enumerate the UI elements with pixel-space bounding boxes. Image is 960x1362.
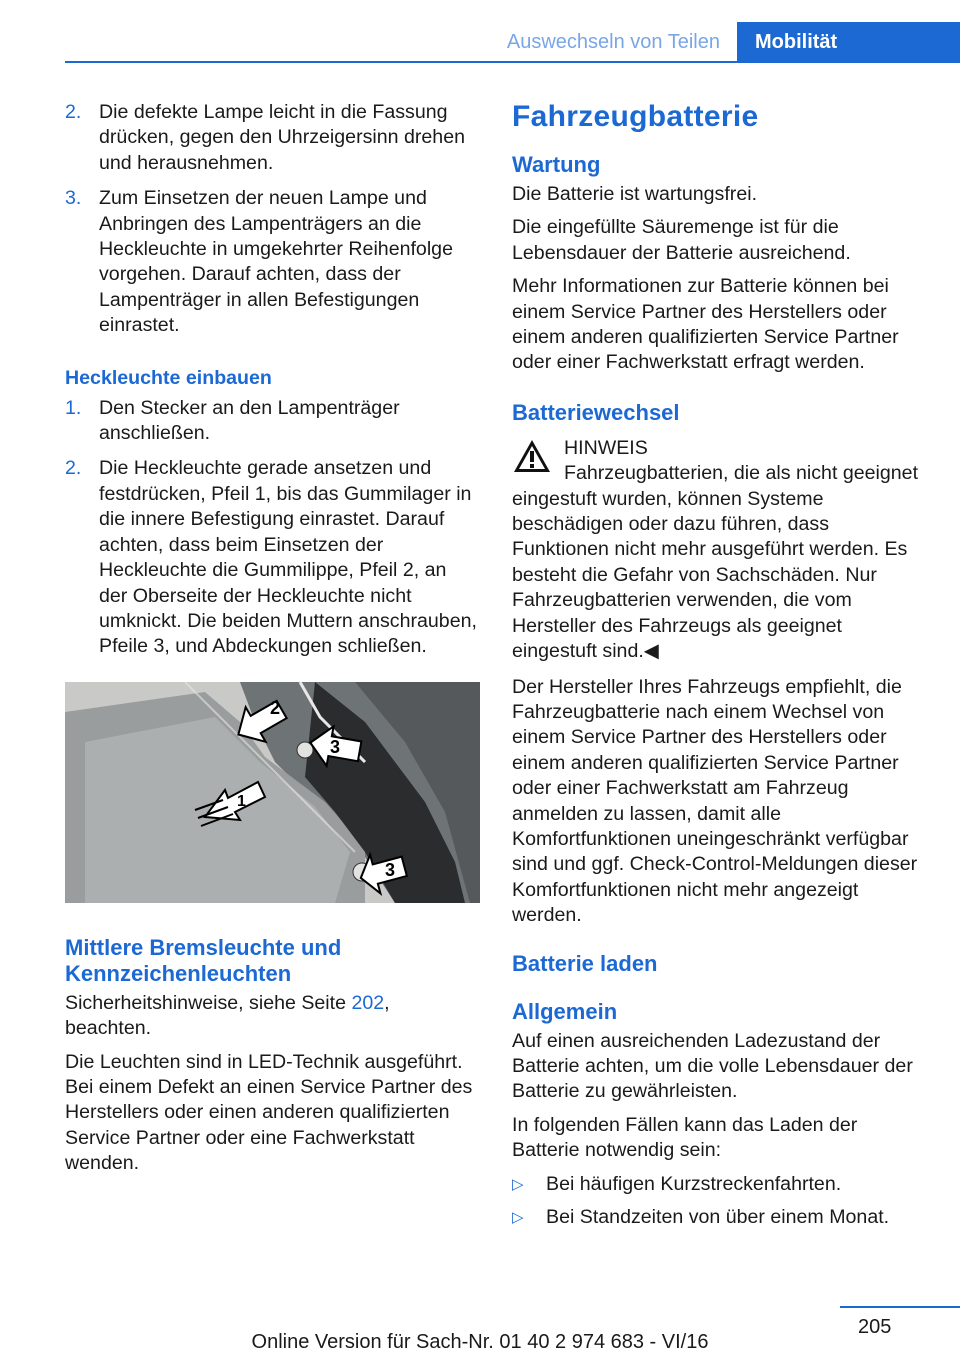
step-number: 2.	[65, 101, 82, 123]
bullet-text: Bei häufigen Kurzstreckenfahrten.	[546, 1172, 842, 1195]
paragraph: Der Hersteller Ihres Fahrzeugs empfiehlt, die Fahrzeugbatterie nach einem Wechsel von einem Service Partner des Herstellers oder einem anderen qualifizierten Service Partner oder einer Fachwerkstatt am Fahrzeug anmelden zu lassen, damit alle Komfortfunktionen uneingeschränkt verfügbar sind und ggf. Check-Control-Meldungen dieser Komfortfunktionen nicht mehr angezeigt werden.	[512, 675, 918, 927]
bullet-triangle-icon: ▷	[512, 1209, 524, 1226]
header-section-title: Auswechseln von Teilen	[506, 31, 720, 53]
safety-paragraph	[65, 991, 480, 1042]
warning-text: Fahrzeugbatterien, die als nicht geeignet eingestuft wurden, können Systeme beschädigen oder dazu führen, dass Funktionen nicht mehr ausgeführt werden. Es besteht die Gefahr von Sachschäden. Nur Fahrzeugbatterien verwenden, die vom Hersteller des Fahrzeugs als geeignet eingestuft sind.◀	[512, 462, 919, 663]
safety-text-after: , beachten.	[65, 991, 390, 1040]
figure-label: 3	[385, 859, 396, 880]
bullet-triangle-icon: ▷	[512, 1175, 524, 1193]
page-reference-link[interactable]: 202	[351, 991, 385, 1014]
steps-list-install	[65, 396, 480, 660]
warning-box	[512, 436, 927, 665]
footer-rule	[840, 1306, 960, 1308]
general-heading: Allgemein	[512, 998, 618, 1024]
step-number: 1.	[65, 396, 82, 419]
step-text: Den Stecker an den Lampenträger anschließen.	[99, 396, 400, 445]
brake-light-heading: Mittlere Bremsleuchte und Kennzeichenleuchten	[65, 934, 342, 986]
paragraph: Die Batterie ist wartungsfrei.	[512, 183, 758, 205]
step-text: Die Heckleuchte gerade ansetzen und festdrücken, Pfeil 1, bis das Gummilager in die innere Befestigung einrastet. Darauf achten, dass beim Einsetzen der Heckleuchte die Gummilippe, Pfeil 2, an der Oberseite der Heckleuchte nicht umknickt. Die beiden Muttern anschrauben, Pfeile 3, und Abdeckungen schließen.	[99, 457, 477, 658]
list-item	[512, 1205, 927, 1230]
left-column	[65, 100, 480, 1185]
figure-label: 2	[270, 697, 281, 718]
list-item	[65, 456, 480, 659]
figure-label: 1	[237, 792, 246, 810]
list-item	[65, 396, 480, 447]
tail-light-figure	[65, 682, 480, 903]
list-item	[65, 186, 480, 338]
install-heading: Heckleuchte einbauen	[65, 366, 272, 389]
paragraph: Mehr Informationen zur Batterie können bei einem Service Partner des Herstellers oder einem anderen qualifizierten Service Partner oder einer Fachwerkstatt erfragt werden.	[512, 275, 899, 374]
step-text: Die defekte Lampe leicht in die Fassung drücken, gegen den Uhrzeigersinn drehen und herausnehmen.	[99, 101, 465, 174]
warning-title: HINWEIS	[564, 436, 648, 459]
battery-title: Fahrzeugbatterie	[512, 100, 759, 133]
step-number: 2.	[65, 457, 82, 480]
maintenance-heading: Wartung	[512, 152, 601, 177]
led-paragraph: Die Leuchten sind in LED-Technik ausgeführt. Bei einem Defekt an einen Service Partner des Herstellers oder einen anderen qualifizierten Service Partner oder eine Fachwerkstatt wenden.	[65, 1050, 473, 1175]
battery-change-heading: Batteriewechsel	[512, 399, 680, 425]
paragraph: In folgenden Fällen kann das Laden der Batterie notwendig sein:	[512, 1113, 858, 1162]
safety-text-before: Sicherheitshinweise, siehe Seite	[65, 991, 352, 1014]
tail-light-illustration	[65, 682, 480, 903]
charging-bullet-list	[512, 1172, 927, 1231]
warning-icon	[512, 438, 552, 474]
list-item	[512, 1172, 927, 1197]
header-rule	[65, 61, 960, 63]
charging-heading: Batterie laden	[512, 950, 658, 976]
paragraph: Die eingefüllte Säuremenge ist für die Lebensdauer der Batterie ausreichend.	[512, 216, 851, 264]
online-version-note: Online Version für Sach-Nr. 01 40 2 974 683 - VI/16	[251, 1331, 709, 1353]
step-number: 3.	[65, 187, 82, 210]
header-chapter-tab[interactable]: Mobilität	[737, 22, 960, 63]
steps-list-remove	[65, 100, 480, 339]
paragraph: Auf einen ausreichenden Ladezustand der Batterie achten, um die volle Lebensdauer der Batterie zu gewährleisten.	[512, 1029, 913, 1103]
right-column	[512, 100, 927, 1238]
list-item	[65, 100, 480, 176]
figure-label: 3	[330, 736, 341, 757]
page-number: 205	[858, 1316, 892, 1338]
bullet-text: Bei Standzeiten von über einem Monat.	[546, 1206, 890, 1228]
step-text: Zum Einsetzen der neuen Lampe und Anbringen des Lampenträgers an die Heckleuchte in umgekehrter Reihenfolge vorgehen. Darauf achten, dass der Lampenträger in allen Befestigungen einrastet.	[99, 187, 453, 337]
